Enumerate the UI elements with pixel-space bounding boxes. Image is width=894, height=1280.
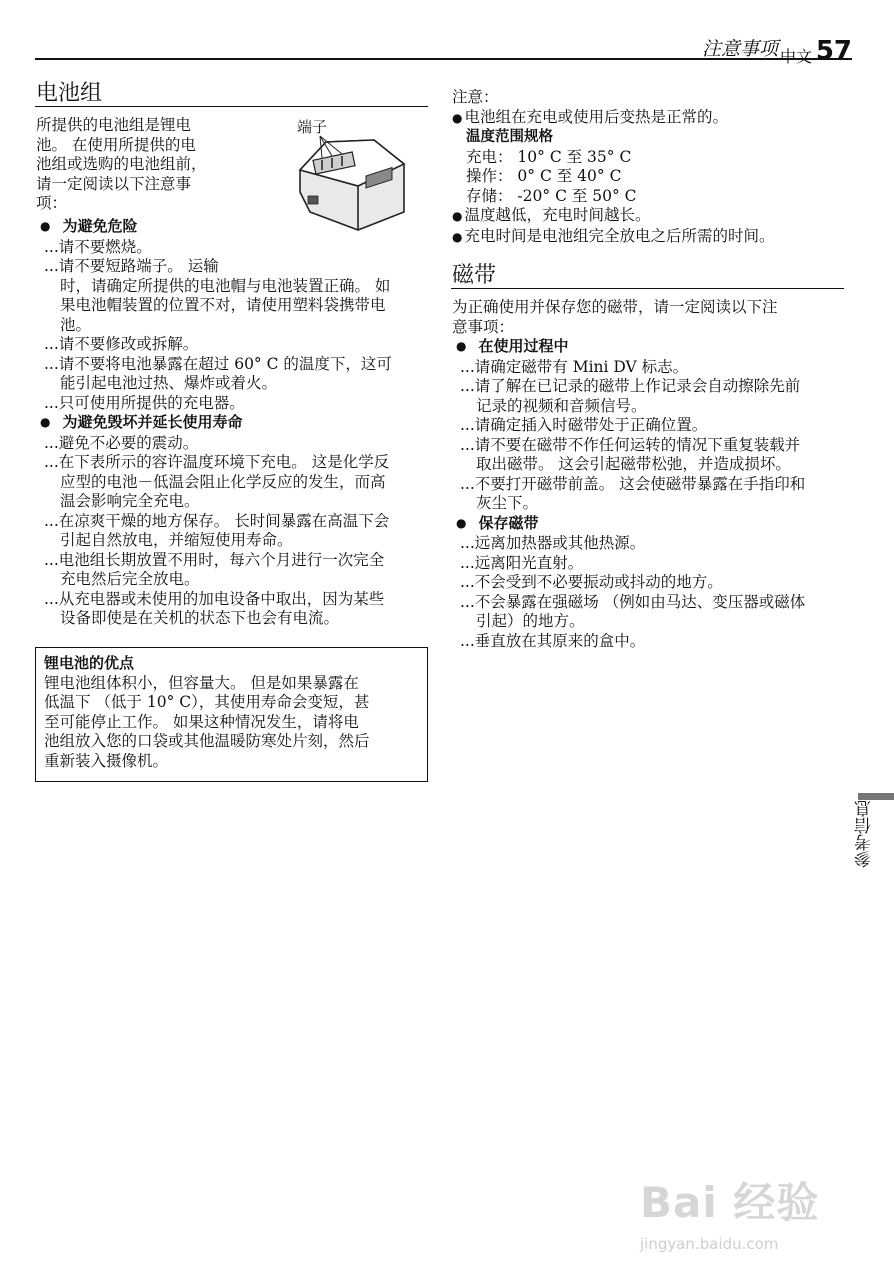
list-item: 引起）的地方。 — [476, 612, 585, 630]
side-tab-bar — [858, 793, 894, 800]
box-line: 低温下 （低于 10° C），其使用寿命会变短，甚 — [44, 693, 370, 711]
note-item: ● 电池组在充电或使用后变热是正常的。 — [452, 108, 852, 129]
list-item: ...请不要将电池暴露在超过 60° C 的温度下，这可 — [44, 354, 392, 373]
list-item: ...不要打开磁带前盖。 这会使磁带暴露在手指印和 — [460, 474, 806, 493]
list-item: ...远离阳光直射。 — [460, 553, 584, 572]
notes-heading: 注意： — [452, 88, 499, 106]
intro-line: 池。 在使用所提供的电 — [36, 135, 196, 154]
temp-operate: 操作： 0° C 至 40° C — [466, 167, 622, 185]
tape-section — [452, 298, 847, 651]
header-rule — [35, 58, 852, 60]
list-item: ...请确定磁带有 Mini DV 标志。 — [460, 357, 689, 376]
list-item: ...请不要短路端子。 运输 — [44, 257, 219, 275]
list-item: 设备即使是在关机的状态下也会有电流。 — [60, 609, 340, 627]
note-item: ● 温度越低，充电时间越长。 — [452, 206, 852, 227]
list-item: ...在凉爽干燥的地方保存。 长时间暴露在高温下会 — [44, 511, 390, 530]
side-tab-label: 参考信息 — [855, 800, 875, 868]
battery-heading: 电池组 — [36, 81, 103, 106]
side-tab — [852, 800, 888, 900]
notes-section — [452, 88, 852, 247]
watermark — [640, 1150, 880, 1270]
intro-line: 池组或选购的电池组前， — [36, 155, 207, 173]
list-item: ...垂直放在其原来的盒中。 — [460, 631, 646, 650]
header-title: 注意事项 — [701, 38, 778, 60]
battery-precautions — [36, 217, 428, 629]
watermark-url: jingyan.baidu.com — [640, 1235, 779, 1253]
list-item: ...不会受到不必要振动或抖动的地方。 — [460, 573, 723, 591]
list-item: 记录的视频和音频信号。 — [476, 396, 647, 415]
box-line: 池组放入您的口袋或其他温暖防寒处片刻，然后 — [44, 732, 370, 750]
list-item: ...避免不必要的震动。 — [44, 433, 199, 452]
list-item: ...远离加热器或其他热源。 — [460, 534, 646, 552]
list-item: 能引起电池过热、爆炸或着火。 — [60, 374, 278, 392]
box-line: 重新装入摄像机。 — [44, 751, 169, 770]
list-item: ...电池组长期放置不用时，每六个月进行一次完全 — [44, 550, 385, 569]
temp-range-heading: 温度范围规格 — [466, 129, 553, 145]
list-item: ...从充电器或未使用的加电设备中取出，因为某些 — [44, 589, 385, 608]
list-item: ...请确定插入时磁带处于正确位置。 — [460, 416, 708, 434]
battery-heading-rule — [35, 106, 428, 107]
list-item: ...在下表所示的容许温度环境下充电。 这是化学反 — [44, 453, 390, 471]
tape-heading-rule — [451, 288, 844, 289]
store-heading: ● 保存磁带 — [452, 514, 847, 535]
intro-line: 项： — [36, 194, 68, 212]
tape-intro-line: 意事项： — [452, 317, 515, 336]
list-item: ...请了解在已记录的磁带上作记录会自动擦除先前 — [460, 377, 801, 395]
list-item: 引起自然放电，并缩短使用寿命。 — [60, 531, 293, 549]
list-item: ...请不要修改或拆解。 — [44, 335, 199, 353]
list-item: 温会影响完全充电。 — [60, 492, 200, 510]
list-item: ...不会暴露在强磁场 （例如由马达、变压器或磁体 — [460, 592, 806, 611]
list-item: ...只可使用所提供的充电器。 — [44, 393, 245, 412]
tape-heading: 磁带 — [452, 263, 497, 288]
list-item: 充电然后完全放电。 — [60, 570, 200, 588]
terminal-label: 端子 — [297, 118, 328, 136]
header-language: 中文 — [779, 47, 812, 66]
intro-line: 所提供的电池组是锂电 — [36, 116, 192, 134]
intro-line: 请一定阅读以下注意事 — [36, 174, 192, 193]
use-heading: ● 在使用过程中 — [452, 337, 847, 358]
temp-charge: 充电： 10° C 至 35° C — [466, 147, 632, 166]
list-item: 应型的电池－低温会阻止化学反应的发生，而高 — [60, 472, 386, 491]
box-line: 锂电池组体积小，但容量大。 但是如果暴露在 — [44, 673, 359, 692]
note-item: ● 充电时间是电池组完全放电之后所需的时间。 — [452, 227, 852, 248]
battery-intro — [36, 116, 286, 214]
list-item: 灰尘下。 — [476, 494, 539, 512]
watermark-logo: Bai 经验 — [640, 1178, 820, 1227]
box-line: 至可能停止工作。 如果这种情况发生，请将电 — [44, 712, 359, 731]
list-item: ...请不要在磁带不作任何运转的情况下重复装载并 — [460, 435, 801, 454]
damage-heading: ● 为避免毁坏并延长使用寿命 — [36, 413, 428, 434]
tape-intro-line: 为正确使用并保存您的磁带，请一定阅读以下注 — [452, 298, 778, 316]
list-item: 果电池帽装置的位置不对，请使用塑料袋携带电 — [60, 296, 386, 314]
page-number: 57 — [815, 36, 852, 66]
list-item: 池。 — [60, 315, 92, 334]
temp-storage: 存储： -20° C 至 50° C — [466, 186, 637, 205]
list-item: 时，请确定所提供的电池帽与电池装置正确。 如 — [60, 276, 391, 295]
lithium-advantages-box — [35, 647, 428, 782]
danger-heading: ● 为避免危险 — [36, 217, 428, 238]
box-title: 锂电池的优点 — [44, 654, 135, 672]
list-item: ...请不要燃烧。 — [44, 237, 152, 256]
list-item: 取出磁带。 这会引起磁带松弛，并造成损坏。 — [476, 455, 791, 473]
